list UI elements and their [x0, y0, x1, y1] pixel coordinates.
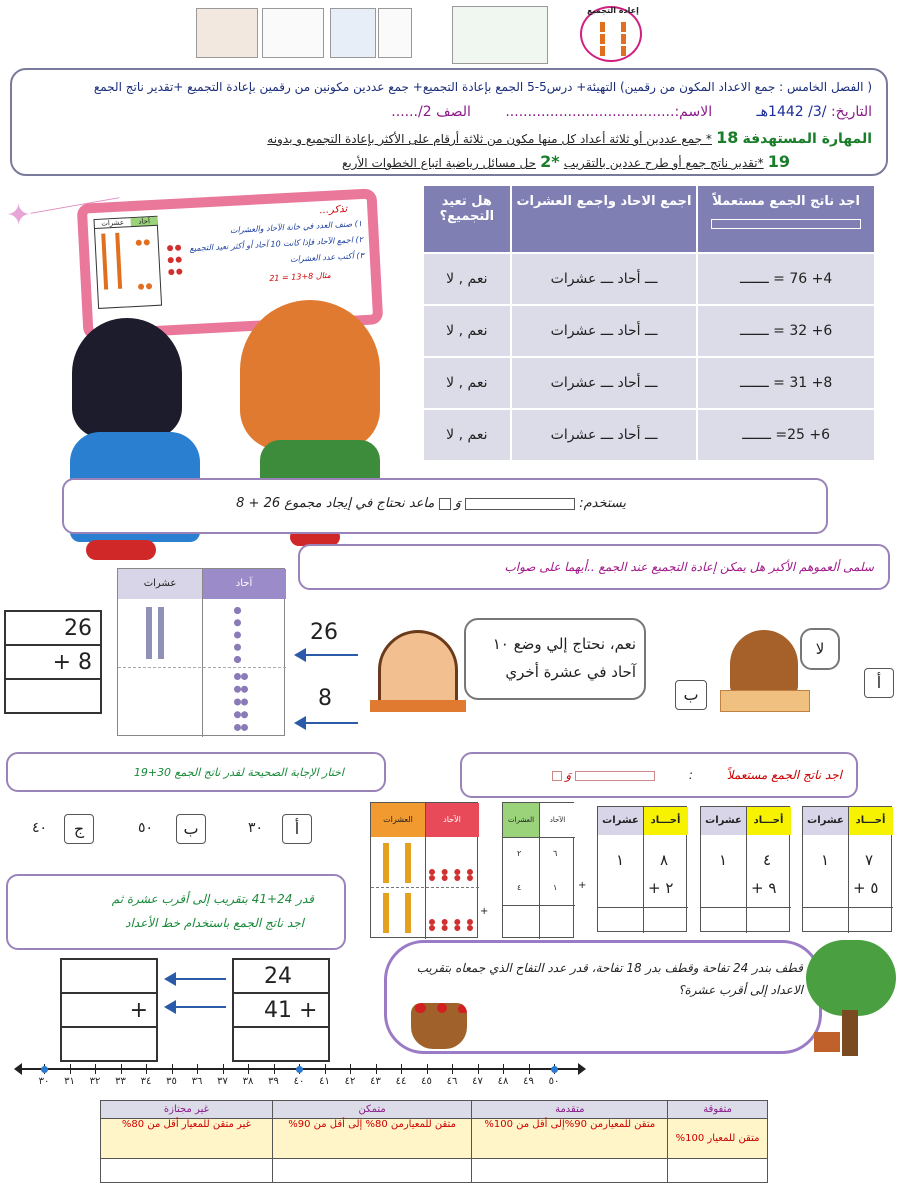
number-line-label: ٣٩: [268, 1076, 279, 1087]
sg-line-2: [503, 905, 575, 906]
at2-tens: عشرات: [701, 807, 746, 835]
rubric-mark-2[interactable]: [472, 1159, 668, 1183]
rubric-desc-4: غير متقن للمعيار أقل من 80%: [101, 1119, 273, 1159]
number-line-tick: [248, 1064, 249, 1074]
ones-cubes-top: [234, 607, 242, 663]
estimate-answer-sum[interactable]: [61, 1027, 157, 1061]
apple-basket-icon: [411, 1003, 467, 1049]
strip1-lead: يستخدم:: [579, 496, 626, 511]
pv-divider: [202, 569, 203, 737]
number-line-tick: [70, 1064, 71, 1074]
sg-ones: الآحاد: [539, 803, 575, 837]
rubric-mark-3[interactable]: [272, 1159, 472, 1183]
number-line-arrow-right: [578, 1063, 586, 1075]
arrow-head-4: [164, 1000, 176, 1014]
blocks-icon: [575, 771, 655, 781]
at3-top-tens: ١: [821, 851, 830, 869]
problem-cell[interactable]: 6+ 25= ـــــــ: [697, 409, 875, 461]
number-line-tick: [146, 1064, 147, 1074]
tens-rods: [101, 233, 122, 290]
rubric-level-2: متقدمة: [472, 1101, 668, 1119]
problem-cell[interactable]: 4+ 76 = ـــــــ: [697, 253, 875, 305]
estimate-answer-top[interactable]: [61, 959, 157, 993]
board-text-1: ١) صنف العدد في خانة الآحاد والعشرات: [229, 219, 363, 235]
answer-cell[interactable]: ـــ أحاد ـــ عشرات: [511, 409, 698, 461]
girl-speech-bubble: [800, 628, 840, 670]
add-table-1: [597, 806, 687, 932]
number-line-label: ٣٦: [191, 1076, 203, 1087]
strip4-colon: :: [688, 768, 693, 782]
bead-tens-header: العشرات: [371, 803, 425, 837]
at2-ones: أحـــاد: [746, 807, 791, 835]
at3-top-ones: ٧: [865, 851, 874, 869]
at3-add: ٥ +: [853, 879, 879, 897]
cube-icon: [552, 771, 562, 781]
sg-line-1: [503, 837, 575, 838]
rubric-table: [100, 1100, 768, 1183]
arrow-head-3: [164, 972, 176, 986]
task-header-1: [697, 185, 875, 253]
number-line-dot: [551, 1066, 558, 1073]
number-line-tick: [452, 1064, 453, 1074]
class-label: الصف 2/......: [391, 104, 471, 120]
blocks-placeholder-icon: [711, 219, 861, 229]
number-line-label: ٣٠: [38, 1076, 50, 1087]
sg-divider: [539, 803, 540, 939]
apple-crate: [814, 1032, 840, 1052]
board-grid: [93, 216, 162, 309]
sg-r2-tens: ٤: [517, 883, 522, 892]
at2-divider: [746, 807, 747, 933]
boy-speech-text: نعم، نحتاج إلي وضع ١٠ آحاد في عشرة أخري: [492, 635, 636, 681]
rubric-level-1: متفوقة: [668, 1101, 768, 1119]
at2-top-ones: ٤: [763, 851, 772, 869]
rubric-desc-2: متقن للمعيارمن 90%إلى أقل من 100%: [472, 1119, 668, 1159]
header-line-2: [26, 104, 872, 120]
choice-b-value: ٥٠: [138, 820, 154, 836]
estimate-sum[interactable]: [233, 1027, 329, 1061]
addend-bottom: + 8: [5, 645, 101, 679]
strip4-connector: وَ: [565, 768, 572, 782]
place-value-card-4: [378, 8, 412, 58]
apple-problem-text: قطف بندر 24 تفاحة وقطف بدر 18 تفاحة، قدر عدد التفاح الذي جمعاه بتقريب الاعداد إلى أقرب عشرة؟: [416, 961, 803, 997]
number-line-label: ٣٧: [217, 1076, 228, 1087]
rubric-mark-1[interactable]: [668, 1159, 768, 1183]
addition-sample-card: [452, 6, 548, 64]
choice-b-box[interactable]: ب: [675, 680, 707, 710]
at3-ones: أحـــاد: [848, 807, 893, 835]
number-line-label: ٣٨: [242, 1076, 254, 1087]
plus-sign-1: +: [480, 906, 489, 917]
choice-c-value: ٤٠: [32, 820, 48, 836]
girl-reading-illustration: [730, 630, 798, 696]
addition-task-table: [422, 184, 876, 462]
arrow-left-icon: [168, 978, 226, 980]
skill-label: المهارة المستهدفة: [742, 131, 872, 147]
place-value-chart: [117, 568, 285, 736]
star-decoration-icon: ✦: [6, 198, 32, 233]
number-line-tick: [503, 1064, 504, 1074]
sg-r2-ones: ١: [553, 883, 558, 892]
choice-a-box-2[interactable]: أ: [282, 814, 312, 844]
cube-icon: [439, 498, 451, 510]
number-line-dot: [296, 1066, 303, 1073]
number-line-label: ٤٨: [497, 1076, 509, 1087]
number-line-label: ٣٥: [166, 1076, 177, 1087]
arrow-left-icon: [168, 1006, 226, 1008]
number-line-tick: [529, 1064, 530, 1074]
regroup-label: إعادة التجميع: [587, 6, 639, 15]
board-example: مثال 8+13 = 21: [269, 270, 331, 283]
at3-line: [803, 907, 893, 908]
answer-cell[interactable]: ـــ أحاد ـــ عشرات: [511, 305, 698, 357]
number-line-label: ٤٢: [344, 1076, 356, 1087]
table-row: [423, 357, 875, 409]
problem-cell[interactable]: 6+ 32 = ـــــــ: [697, 305, 875, 357]
header-line-1: ( الفصل الخامس : جمع الاعداد المكون من رقمين) التهيئة+ درس5-5 الجمع بإعادة التجميع+ جمع عددين مكونين من رقمين بإعادة التجميع +تقدير ناتج الجمع: [93, 80, 872, 94]
table-row: [423, 305, 875, 357]
strip5-line1: قدر 24+41 بتقريب إلى أقرب عشرة ثم: [111, 892, 314, 906]
add-table-3: [802, 806, 892, 932]
choice-c-box[interactable]: ج: [64, 814, 94, 844]
number-line: [20, 1060, 580, 1090]
number-line-tick: [478, 1064, 479, 1074]
blocks-icon: [465, 498, 575, 510]
sg-r1-ones: ٦: [553, 849, 558, 858]
board-text-3: ٣) أكتب عدد العشرات: [289, 250, 364, 264]
bead-mid-line: [371, 887, 479, 888]
question-strip-2: [298, 544, 890, 590]
number-line-arrow-left: [14, 1063, 22, 1075]
skill-19-num: 19: [767, 152, 790, 171]
blocks-icon: [600, 22, 626, 56]
skill-18-text: * جمع عددين أو ثلاثة أعداد كل منها مكون من ثلاثة أرقام على الأكثر بإعادة التجميع و بدونه: [267, 132, 712, 146]
boy-desk: [370, 700, 466, 712]
header-line-4: [26, 152, 790, 171]
skill-18-num: 18: [716, 128, 739, 147]
table-row: [423, 409, 875, 461]
task-header-2: اجمع الاحاد واجمع العشرات: [511, 185, 698, 253]
number-line-label: ٣٢: [89, 1076, 101, 1087]
at1-top-ones: ٨: [660, 851, 669, 869]
rubric-mark-4[interactable]: [101, 1159, 273, 1183]
sum-cell[interactable]: [5, 679, 101, 713]
at3-tens: عشرات: [803, 807, 848, 835]
pv-ones-header: آحاد: [202, 569, 286, 599]
number-line-tick: [427, 1064, 428, 1074]
tens-rods-icon: [383, 893, 411, 933]
answer-cell[interactable]: ـــ أحاد ـــ عشرات: [511, 357, 698, 409]
apple-problem-box: [384, 940, 822, 1054]
sg-r1-tens: ٢: [517, 849, 522, 858]
number-line-tick: [121, 1064, 122, 1074]
strip1-connector: وَ: [454, 496, 461, 511]
number-line-tick: [325, 1064, 326, 1074]
question-strip-1: [62, 478, 828, 534]
ones-cubes: [429, 869, 473, 881]
number-line-label: ٤٠: [293, 1076, 305, 1087]
question-strip-3: [6, 752, 386, 792]
choice-cell[interactable]: نعم , لا: [423, 357, 511, 409]
number-line-tick: [401, 1064, 402, 1074]
choice-cell[interactable]: نعم , لا: [423, 409, 511, 461]
arrow-left-icon: [298, 654, 358, 656]
date-label: التاريخ:: [830, 104, 872, 120]
choice-b-box-2[interactable]: ب: [176, 814, 206, 844]
at2-top-tens: ١: [719, 851, 728, 869]
regroup-badge: [580, 6, 642, 62]
pv-mid-line: [118, 667, 286, 668]
rubric-level-4: غير مجتازة: [101, 1101, 273, 1119]
number-line-label: ٤٦: [446, 1076, 458, 1087]
at2-line: [701, 907, 791, 908]
addend-top: 26: [5, 611, 101, 645]
arrow-8-label: 8: [318, 686, 332, 711]
strip4-content: [552, 768, 842, 782]
board-grid-tens: عشرات: [95, 218, 131, 229]
table-row: [423, 253, 875, 305]
estimate-top: 24: [233, 959, 329, 993]
date-value: /3/ 1442هـ: [756, 104, 827, 120]
number-line-label: ٥٠: [548, 1076, 560, 1087]
number-line-tick: [350, 1064, 351, 1074]
strip1-content: [236, 496, 626, 511]
question-strip-5: [6, 874, 346, 950]
strip2-text: سلمى ألعموهم الأكبر هل يمكن إعادة التجميع عند الجمع ..أيهما على صواب: [504, 560, 874, 574]
rubric-desc-3: متقن للمعيارمن 80% إلى أقل من 90%: [272, 1119, 472, 1159]
at1-line: [598, 907, 688, 908]
ones-cubes-bottom: [234, 673, 248, 731]
arrow-head-1: [294, 648, 306, 662]
plus-sign-2: +: [578, 880, 587, 891]
place-value-card-1: [196, 8, 258, 58]
vertical-addition-26-8: [4, 610, 102, 714]
number-line-label: ٤١: [319, 1076, 330, 1087]
skill-2-text: حل مسائل رياضية اتباع الخطوات الأربع: [341, 156, 536, 170]
number-line-tick: [223, 1064, 224, 1074]
problem-cell[interactable]: 8+ 31 = ـــــــ: [697, 357, 875, 409]
number-line-dot: [41, 1066, 48, 1073]
estimate-answer-plus[interactable]: +: [61, 993, 157, 1027]
pv-tens-header: عشرات: [118, 569, 202, 599]
number-line-tick: [274, 1064, 275, 1074]
at1-divider: [643, 807, 644, 933]
at1-ones: أحـــاد: [643, 807, 688, 835]
place-value-card-3: [330, 8, 376, 58]
choice-cell[interactable]: نعم , لا: [423, 253, 511, 305]
board-cubes-stack: [167, 245, 183, 276]
number-line-tick: [172, 1064, 173, 1074]
skill-19-text: *تقدير ناتج جمع أو طرح عددين بالتقريب: [563, 156, 764, 170]
number-line-label: ٤٥: [421, 1076, 432, 1087]
arrow-head-2: [294, 716, 306, 730]
strip4-text: اجد ناتج الجمع مستعملاً: [726, 768, 842, 782]
ones-cubes: [429, 919, 473, 931]
skill-2-num: *2: [540, 152, 560, 171]
estimate-bottom: 41 +: [233, 993, 329, 1027]
tens-rods-icon: [146, 607, 164, 659]
at3-divider: [848, 807, 849, 933]
number-line-tick: [197, 1064, 198, 1074]
arrow-26-label: 26: [310, 620, 338, 645]
number-line-label: ٣١: [64, 1076, 75, 1087]
question-strip-4: [460, 752, 858, 798]
estimate-source-table: [232, 958, 330, 1062]
choice-a-value: ٣٠: [248, 820, 264, 836]
strip5-line2: اجد ناتج الجمع باستخدام خط الأعداد: [125, 916, 304, 930]
number-line-label: ٤٤: [395, 1076, 407, 1087]
small-place-grid: [502, 802, 574, 938]
place-value-card-2: [262, 8, 324, 58]
strip3-text: اختار الإجابة الصحيحة لقدر ناتج الجمع 30+19: [133, 766, 344, 779]
rubric-level-3: متمكن: [272, 1101, 472, 1119]
rubric-desc-1: متقن للمعيار 100%: [668, 1119, 768, 1159]
name-label: الاسم:......................................: [505, 104, 713, 120]
strip1-rest: ماعد نحتاج في إيجاد مجموع 26 + 8: [236, 496, 435, 511]
apple-tree-icon: [806, 940, 896, 1016]
header-line-3: [26, 128, 872, 147]
bead-ones-header: الآحاد: [425, 803, 479, 837]
girl-dark-hair: [72, 318, 182, 438]
add-table-2: [700, 806, 790, 932]
number-line-label: ٤٧: [472, 1076, 483, 1087]
task-header-3: هل تعيد التجميع؟: [423, 185, 511, 253]
boy-speech-bubble: [464, 618, 646, 700]
sg-tens: العشرات: [503, 803, 539, 837]
girl-red-hair: [240, 300, 380, 450]
girl-shoes: [86, 540, 156, 560]
bead-place-chart: [370, 802, 478, 938]
ones-cubes: [136, 239, 153, 290]
at1-top-tens: ١: [616, 851, 625, 869]
number-line-label: ٣٤: [140, 1076, 152, 1087]
at1-add: ٢ +: [648, 879, 674, 897]
at2-add: ٩ +: [751, 879, 777, 897]
tens-rods-icon: [383, 843, 411, 883]
arrow-left-icon: [298, 722, 358, 724]
choice-a-box[interactable]: أ: [864, 668, 894, 698]
number-line-tick: [376, 1064, 377, 1074]
task-header-1-text: اجد ناتج الجمع مستعملاً: [712, 194, 861, 209]
number-line-label: ٣٣: [115, 1076, 126, 1087]
bead-divider: [425, 803, 426, 939]
number-line-label: ٤٩: [523, 1076, 534, 1087]
boy-writing-illustration: [378, 630, 458, 710]
answer-cell[interactable]: ـــ أحاد ـــ عشرات: [511, 253, 698, 305]
board-grid-ones: آحاد: [130, 217, 157, 227]
choice-cell[interactable]: نعم , لا: [423, 305, 511, 357]
number-line-label: ٤٣: [370, 1076, 381, 1087]
at1-tens: عشرات: [598, 807, 643, 835]
girl-desk: [720, 690, 810, 712]
estimate-answer-table: [60, 958, 158, 1062]
lesson-header: [10, 68, 888, 176]
apple-tree-trunk: [842, 1010, 858, 1056]
board-text-2: ٢) اجمع الآحاد فإذا كانت 10 آحاد أو أكثر نعيد التجميع: [189, 235, 364, 254]
girl-speech-text: لا: [815, 640, 825, 658]
number-line-tick: [95, 1064, 96, 1074]
board-title: تذكر...: [319, 203, 348, 217]
